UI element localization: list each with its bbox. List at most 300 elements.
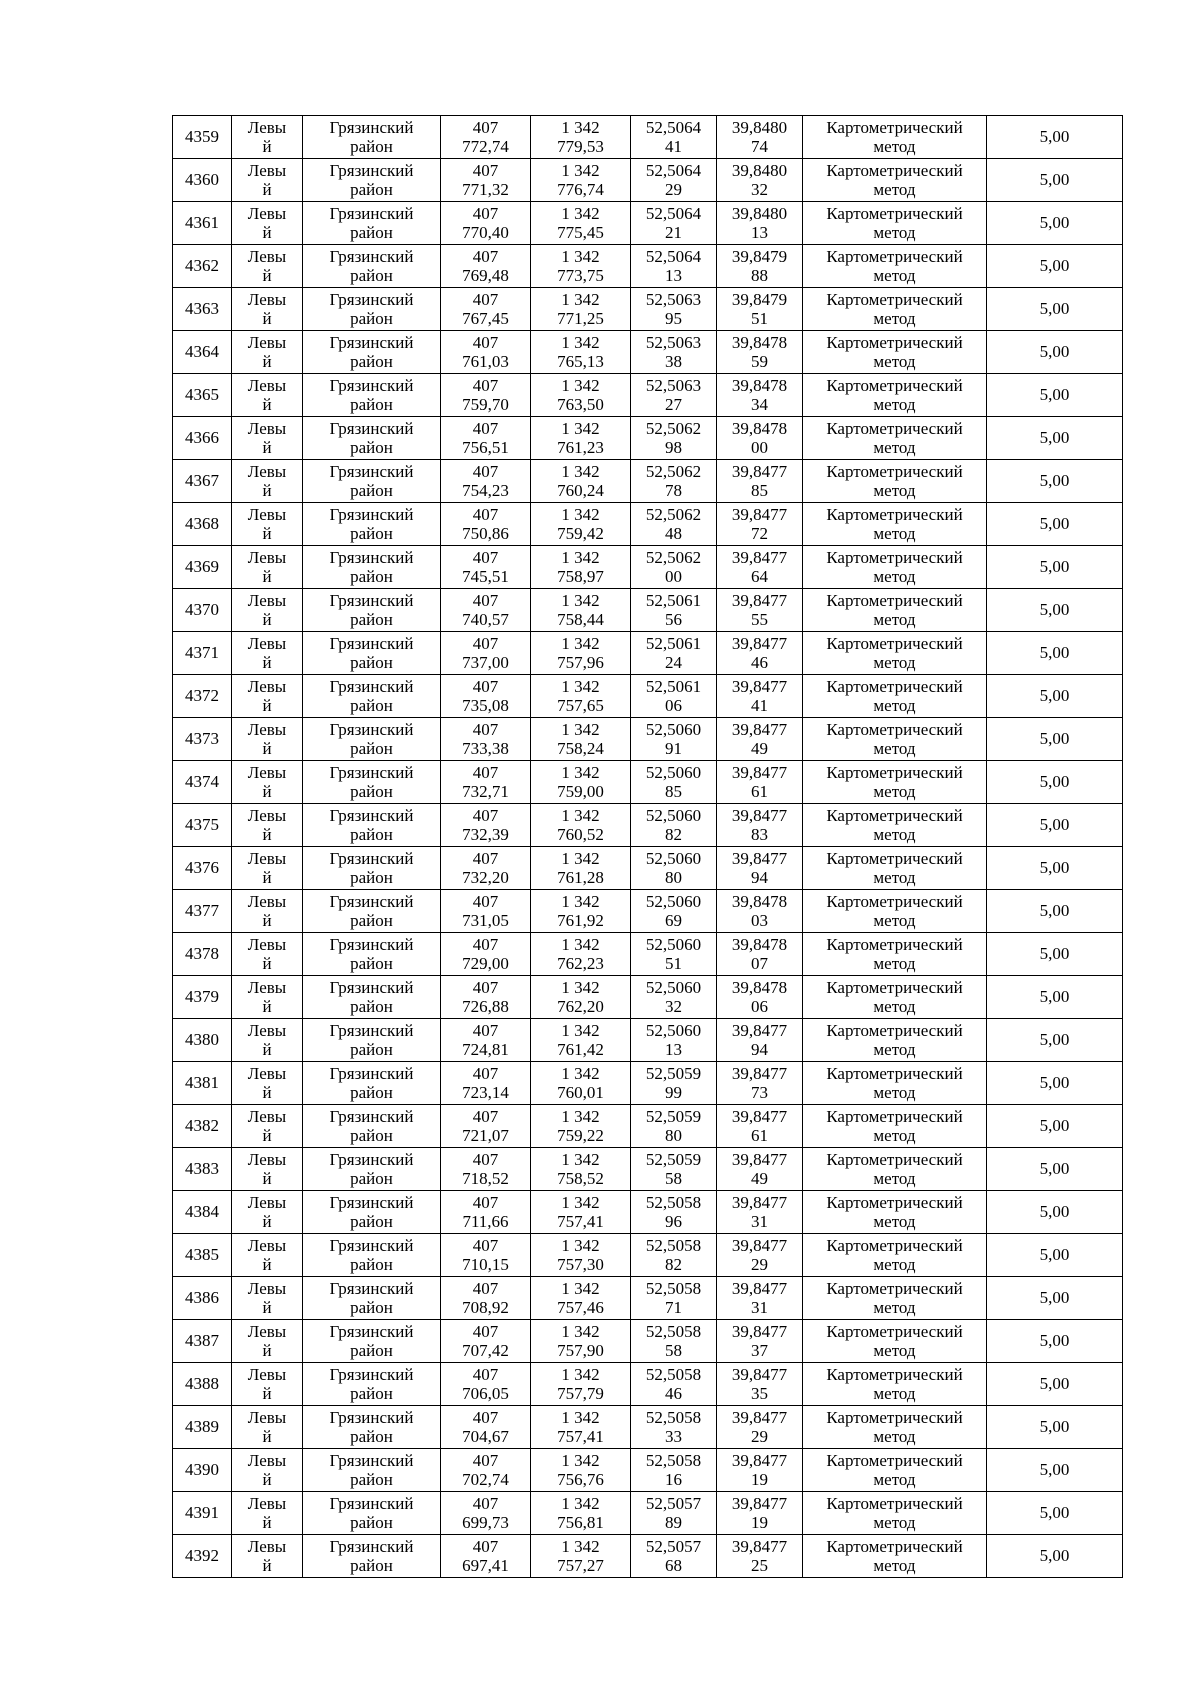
side-cell-line: Левы	[247, 1107, 287, 1126]
latitude-cell-line: 52,5062	[645, 505, 702, 524]
method-cell-line: метод	[873, 1040, 916, 1059]
district-cell-line: Грязинский	[329, 849, 414, 868]
x-coordinate-cell-line: 407	[472, 505, 499, 524]
side-cell-line: Левы	[247, 978, 287, 997]
side-cell-line: Левы	[247, 290, 287, 309]
latitude-cell-line: 52,5061	[645, 591, 702, 610]
x-coordinate-cell-line: 707,42	[462, 1341, 509, 1360]
longitude-cell	[717, 804, 803, 847]
latitude-cell	[631, 589, 717, 632]
y-coordinate-cell	[531, 374, 631, 417]
latitude-cell-line: 52,5062	[645, 548, 702, 567]
method-cell-line: Картометрический	[826, 763, 963, 782]
x-coordinate-cell-line: 407	[472, 247, 499, 266]
table-row	[173, 288, 1123, 331]
table-row	[173, 890, 1123, 933]
y-coordinate-cell-line: 757,96	[557, 653, 604, 672]
longitude-cell-line: 31	[751, 1212, 768, 1231]
table-row	[173, 417, 1123, 460]
x-coordinate-cell-line: 731,05	[462, 911, 509, 930]
side-cell-line: Левы	[247, 935, 287, 954]
y-coordinate-cell-line: 758,44	[557, 610, 604, 629]
longitude-cell-line: 39,8477	[731, 1451, 788, 1470]
x-coordinate-cell-line: 711,66	[462, 1212, 509, 1231]
x-coordinate-cell	[441, 1234, 531, 1277]
x-coordinate-cell	[441, 1363, 531, 1406]
table-row	[173, 374, 1123, 417]
x-coordinate-cell	[441, 1191, 531, 1234]
point-number-cell: 4391	[173, 1492, 232, 1535]
latitude-cell	[631, 675, 717, 718]
side-cell-line: й	[262, 1513, 272, 1532]
y-coordinate-cell	[531, 589, 631, 632]
side-cell	[232, 460, 303, 503]
district-cell-line: Грязинский	[329, 1107, 414, 1126]
latitude-cell	[631, 1105, 717, 1148]
side-cell	[232, 245, 303, 288]
side-cell-line: Левы	[247, 1279, 287, 1298]
x-coordinate-cell-line: 407	[472, 1021, 499, 1040]
latitude-cell-line: 58	[665, 1341, 682, 1360]
district-cell	[303, 847, 441, 890]
y-coordinate-cell-line: 757,30	[557, 1255, 604, 1274]
district-cell-line: район	[350, 1427, 393, 1446]
y-coordinate-cell-line: 757,41	[557, 1212, 604, 1231]
district-cell-line: Грязинский	[329, 1150, 414, 1169]
side-cell-line: Левы	[247, 505, 287, 524]
x-coordinate-cell	[441, 1535, 531, 1578]
district-cell-line: Грязинский	[329, 161, 414, 180]
point-number-cell: 4363	[173, 288, 232, 331]
longitude-cell-line: 39,8479	[731, 290, 788, 309]
latitude-cell-line: 51	[665, 954, 682, 973]
table-row	[173, 331, 1123, 374]
table-row	[173, 589, 1123, 632]
accuracy-cell: 5,00	[987, 331, 1123, 374]
longitude-cell	[717, 1234, 803, 1277]
latitude-cell	[631, 1449, 717, 1492]
side-cell	[232, 1535, 303, 1578]
latitude-cell-line: 80	[665, 868, 682, 887]
method-cell-line: Картометрический	[826, 1494, 963, 1513]
y-coordinate-cell-line: 1 342	[561, 634, 600, 653]
longitude-cell-line: 39,8477	[731, 1064, 788, 1083]
longitude-cell-line: 94	[751, 868, 768, 887]
accuracy-cell: 5,00	[987, 890, 1123, 933]
latitude-cell-line: 52,5061	[645, 677, 702, 696]
point-number-cell: 4361	[173, 202, 232, 245]
longitude-cell	[717, 718, 803, 761]
latitude-cell-line: 52,5058	[645, 1279, 702, 1298]
method-cell-line: Картометрический	[826, 118, 963, 137]
district-cell-line: Грязинский	[329, 1408, 414, 1427]
longitude-cell-line: 51	[751, 309, 768, 328]
side-cell-line: Левы	[247, 1365, 287, 1384]
x-coordinate-cell-line: 726,88	[462, 997, 509, 1016]
district-cell	[303, 933, 441, 976]
method-cell-line: метод	[873, 653, 916, 672]
side-cell-line: Левы	[247, 376, 287, 395]
method-cell-line: Картометрический	[826, 204, 963, 223]
accuracy-cell: 5,00	[987, 1234, 1123, 1277]
district-cell-line: Грязинский	[329, 333, 414, 352]
x-coordinate-cell-line: 407	[472, 591, 499, 610]
district-cell	[303, 374, 441, 417]
y-coordinate-cell-line: 1 342	[561, 247, 600, 266]
method-cell-line: Картометрический	[826, 720, 963, 739]
latitude-cell-line: 52,5062	[645, 462, 702, 481]
point-number-cell: 4382	[173, 1105, 232, 1148]
method-cell-line: Картометрический	[826, 1322, 963, 1341]
point-number-cell: 4371	[173, 632, 232, 675]
district-cell	[303, 460, 441, 503]
latitude-cell-line: 52,5058	[645, 1236, 702, 1255]
longitude-cell-line: 39,8477	[731, 1537, 788, 1556]
district-cell-line: район	[350, 911, 393, 930]
latitude-cell-line: 52,5058	[645, 1408, 702, 1427]
accuracy-cell: 5,00	[987, 374, 1123, 417]
side-cell-line: Левы	[247, 1193, 287, 1212]
latitude-cell-line: 13	[665, 266, 682, 285]
point-number-cell: 4373	[173, 718, 232, 761]
x-coordinate-cell-line: 702,74	[462, 1470, 509, 1489]
y-coordinate-cell	[531, 202, 631, 245]
x-coordinate-cell	[441, 890, 531, 933]
latitude-cell	[631, 1406, 717, 1449]
district-cell-line: район	[350, 1083, 393, 1102]
y-coordinate-cell-line: 757,27	[557, 1556, 604, 1575]
accuracy-cell: 5,00	[987, 1449, 1123, 1492]
x-coordinate-cell	[441, 116, 531, 159]
latitude-cell	[631, 245, 717, 288]
point-number-cell: 4378	[173, 933, 232, 976]
district-cell	[303, 804, 441, 847]
y-coordinate-cell-line: 760,24	[557, 481, 604, 500]
method-cell	[803, 1363, 987, 1406]
latitude-cell-line: 46	[665, 1384, 682, 1403]
x-coordinate-cell-line: 407	[472, 1236, 499, 1255]
x-coordinate-cell	[441, 374, 531, 417]
point-number-cell: 4370	[173, 589, 232, 632]
district-cell-line: район	[350, 696, 393, 715]
district-cell-line: район	[350, 1255, 393, 1274]
latitude-cell-line: 52,5058	[645, 1193, 702, 1212]
district-cell-line: Грязинский	[329, 1236, 414, 1255]
table-row	[173, 933, 1123, 976]
longitude-cell-line: 74	[751, 137, 768, 156]
y-coordinate-cell-line: 1 342	[561, 591, 600, 610]
side-cell-line: Левы	[247, 1537, 287, 1556]
district-cell-line: Грязинский	[329, 1451, 414, 1470]
x-coordinate-cell	[441, 331, 531, 374]
district-cell	[303, 1492, 441, 1535]
y-coordinate-cell-line: 1 342	[561, 1494, 600, 1513]
x-coordinate-cell-line: 407	[472, 892, 499, 911]
longitude-cell	[717, 116, 803, 159]
x-coordinate-cell	[441, 718, 531, 761]
district-cell-line: район	[350, 223, 393, 242]
y-coordinate-cell-line: 1 342	[561, 419, 600, 438]
x-coordinate-cell-line: 735,08	[462, 696, 509, 715]
method-cell-line: метод	[873, 825, 916, 844]
accuracy-cell: 5,00	[987, 1406, 1123, 1449]
district-cell-line: Грязинский	[329, 462, 414, 481]
longitude-cell-line: 39,8477	[731, 634, 788, 653]
method-cell	[803, 847, 987, 890]
district-cell-line: район	[350, 739, 393, 758]
y-coordinate-cell-line: 1 342	[561, 462, 600, 481]
longitude-cell	[717, 202, 803, 245]
x-coordinate-cell-line: 407	[472, 419, 499, 438]
y-coordinate-cell-line: 1 342	[561, 849, 600, 868]
district-cell	[303, 976, 441, 1019]
district-cell	[303, 890, 441, 933]
method-cell-line: Картометрический	[826, 462, 963, 481]
district-cell-line: Грязинский	[329, 204, 414, 223]
side-cell-line: Левы	[247, 892, 287, 911]
side-cell	[232, 374, 303, 417]
longitude-cell-line: 03	[751, 911, 768, 930]
side-cell	[232, 976, 303, 1019]
y-coordinate-cell	[531, 718, 631, 761]
method-cell-line: Картометрический	[826, 290, 963, 309]
longitude-cell-line: 31	[751, 1298, 768, 1317]
latitude-cell-line: 68	[665, 1556, 682, 1575]
x-coordinate-cell-line: 407	[472, 333, 499, 352]
x-coordinate-cell-line: 407	[472, 1408, 499, 1427]
method-cell-line: Картометрический	[826, 677, 963, 696]
table-row	[173, 1535, 1123, 1578]
side-cell-line: й	[262, 696, 272, 715]
method-cell	[803, 245, 987, 288]
point-number-cell: 4369	[173, 546, 232, 589]
method-cell-line: Картометрический	[826, 892, 963, 911]
y-coordinate-cell-line: 771,25	[557, 309, 604, 328]
method-cell-line: Картометрический	[826, 247, 963, 266]
table-row	[173, 1234, 1123, 1277]
latitude-cell	[631, 159, 717, 202]
x-coordinate-cell	[441, 1277, 531, 1320]
longitude-cell	[717, 546, 803, 589]
y-coordinate-cell-line: 765,13	[557, 352, 604, 371]
accuracy-cell: 5,00	[987, 546, 1123, 589]
x-coordinate-cell	[441, 847, 531, 890]
accuracy-cell: 5,00	[987, 804, 1123, 847]
x-coordinate-cell-line: 769,48	[462, 266, 509, 285]
y-coordinate-cell-line: 757,41	[557, 1427, 604, 1446]
method-cell-line: метод	[873, 137, 916, 156]
district-cell	[303, 1148, 441, 1191]
district-cell-line: район	[350, 309, 393, 328]
longitude-cell	[717, 675, 803, 718]
x-coordinate-cell	[441, 503, 531, 546]
side-cell-line: Левы	[247, 462, 287, 481]
longitude-cell	[717, 1105, 803, 1148]
latitude-cell-line: 21	[665, 223, 682, 242]
y-coordinate-cell	[531, 331, 631, 374]
side-cell	[232, 804, 303, 847]
longitude-cell-line: 39,8480	[731, 161, 788, 180]
latitude-cell-line: 52,5063	[645, 376, 702, 395]
latitude-cell-line: 52,5064	[645, 204, 702, 223]
point-number-cell: 4388	[173, 1363, 232, 1406]
x-coordinate-cell	[441, 976, 531, 1019]
y-coordinate-cell-line: 1 342	[561, 978, 600, 997]
table-row	[173, 1406, 1123, 1449]
longitude-cell	[717, 374, 803, 417]
latitude-cell-line: 52,5058	[645, 1365, 702, 1384]
table-row	[173, 503, 1123, 546]
district-cell	[303, 159, 441, 202]
district-cell-line: Грязинский	[329, 978, 414, 997]
point-number-cell: 4365	[173, 374, 232, 417]
longitude-cell-line: 55	[751, 610, 768, 629]
y-coordinate-cell	[531, 675, 631, 718]
point-number-cell: 4380	[173, 1019, 232, 1062]
latitude-cell-line: 52,5060	[645, 806, 702, 825]
method-cell	[803, 159, 987, 202]
y-coordinate-cell	[531, 632, 631, 675]
y-coordinate-cell	[531, 933, 631, 976]
district-cell-line: район	[350, 266, 393, 285]
latitude-cell	[631, 417, 717, 460]
y-coordinate-cell-line: 1 342	[561, 1107, 600, 1126]
district-cell-line: район	[350, 524, 393, 543]
method-cell	[803, 1191, 987, 1234]
latitude-cell-line: 52,5060	[645, 935, 702, 954]
y-coordinate-cell	[531, 1363, 631, 1406]
latitude-cell-line: 58	[665, 1169, 682, 1188]
side-cell-line: Левы	[247, 677, 287, 696]
method-cell-line: Картометрический	[826, 1451, 963, 1470]
side-cell	[232, 1406, 303, 1449]
x-coordinate-cell	[441, 933, 531, 976]
method-cell	[803, 1019, 987, 1062]
side-cell-line: Левы	[247, 118, 287, 137]
table-row	[173, 245, 1123, 288]
latitude-cell	[631, 1277, 717, 1320]
longitude-cell-line: 00	[751, 438, 768, 457]
side-cell-line: Левы	[247, 333, 287, 352]
method-cell-line: Картометрический	[826, 634, 963, 653]
method-cell-line: метод	[873, 696, 916, 715]
method-cell-line: метод	[873, 739, 916, 758]
district-cell-line: Грязинский	[329, 1494, 414, 1513]
district-cell	[303, 1062, 441, 1105]
y-coordinate-cell-line: 761,28	[557, 868, 604, 887]
longitude-cell-line: 39,8479	[731, 247, 788, 266]
accuracy-cell: 5,00	[987, 1492, 1123, 1535]
y-coordinate-cell-line: 759,22	[557, 1126, 604, 1145]
district-cell	[303, 546, 441, 589]
latitude-cell-line: 52,5063	[645, 290, 702, 309]
method-cell-line: Картометрический	[826, 161, 963, 180]
district-cell-line: район	[350, 352, 393, 371]
latitude-cell-line: 52,5060	[645, 849, 702, 868]
district-cell	[303, 1019, 441, 1062]
latitude-cell-line: 91	[665, 739, 682, 758]
longitude-cell-line: 39,8478	[731, 892, 788, 911]
side-cell-line: Левы	[247, 1451, 287, 1470]
side-cell	[232, 1191, 303, 1234]
longitude-cell-line: 94	[751, 1040, 768, 1059]
side-cell	[232, 933, 303, 976]
latitude-cell-line: 98	[665, 438, 682, 457]
longitude-cell-line: 39,8477	[731, 1236, 788, 1255]
side-cell-line: й	[262, 653, 272, 672]
side-cell	[232, 890, 303, 933]
district-cell-line: Грязинский	[329, 548, 414, 567]
latitude-cell-line: 06	[665, 696, 682, 715]
method-cell	[803, 374, 987, 417]
point-number-cell: 4392	[173, 1535, 232, 1578]
x-coordinate-cell	[441, 417, 531, 460]
x-coordinate-cell	[441, 1449, 531, 1492]
x-coordinate-cell	[441, 1105, 531, 1148]
method-cell-line: метод	[873, 1384, 916, 1403]
x-coordinate-cell-line: 710,15	[462, 1255, 509, 1274]
district-cell-line: район	[350, 481, 393, 500]
y-coordinate-cell-line: 1 342	[561, 204, 600, 223]
method-cell	[803, 546, 987, 589]
longitude-cell-line: 39,8477	[731, 677, 788, 696]
side-cell-line: Левы	[247, 591, 287, 610]
longitude-cell-line: 39,8477	[731, 505, 788, 524]
district-cell-line: район	[350, 1384, 393, 1403]
longitude-cell-line: 39,8477	[731, 1021, 788, 1040]
latitude-cell-line: 71	[665, 1298, 682, 1317]
district-cell	[303, 116, 441, 159]
district-cell	[303, 1277, 441, 1320]
side-cell	[232, 1148, 303, 1191]
y-coordinate-cell	[531, 159, 631, 202]
latitude-cell-line: 69	[665, 911, 682, 930]
y-coordinate-cell-line: 1 342	[561, 1064, 600, 1083]
method-cell-line: метод	[873, 1169, 916, 1188]
side-cell	[232, 202, 303, 245]
longitude-cell-line: 37	[751, 1341, 768, 1360]
side-cell-line: Левы	[247, 849, 287, 868]
x-coordinate-cell-line: 407	[472, 935, 499, 954]
latitude-cell-line: 48	[665, 524, 682, 543]
district-cell-line: район	[350, 1556, 393, 1575]
longitude-cell-line: 39,8477	[731, 1365, 788, 1384]
y-coordinate-cell-line: 761,23	[557, 438, 604, 457]
method-cell	[803, 1406, 987, 1449]
side-cell-line: й	[262, 911, 272, 930]
longitude-cell	[717, 933, 803, 976]
district-cell	[303, 1320, 441, 1363]
y-coordinate-cell-line: 1 342	[561, 1408, 600, 1427]
x-coordinate-cell-line: 407	[472, 548, 499, 567]
accuracy-cell: 5,00	[987, 245, 1123, 288]
x-coordinate-cell-line: 407	[472, 161, 499, 180]
x-coordinate-cell-line: 407	[472, 1494, 499, 1513]
y-coordinate-cell-line: 757,46	[557, 1298, 604, 1317]
method-cell	[803, 1148, 987, 1191]
longitude-cell	[717, 417, 803, 460]
latitude-cell-line: 52,5058	[645, 1322, 702, 1341]
x-coordinate-cell-line: 407	[472, 1150, 499, 1169]
method-cell-line: метод	[873, 352, 916, 371]
method-cell-line: Картометрический	[826, 1365, 963, 1384]
x-coordinate-cell-line: 697,41	[462, 1556, 509, 1575]
district-cell-line: Грязинский	[329, 591, 414, 610]
x-coordinate-cell	[441, 1019, 531, 1062]
latitude-cell-line: 52,5060	[645, 763, 702, 782]
latitude-cell-line: 52,5060	[645, 720, 702, 739]
latitude-cell-line: 33	[665, 1427, 682, 1446]
